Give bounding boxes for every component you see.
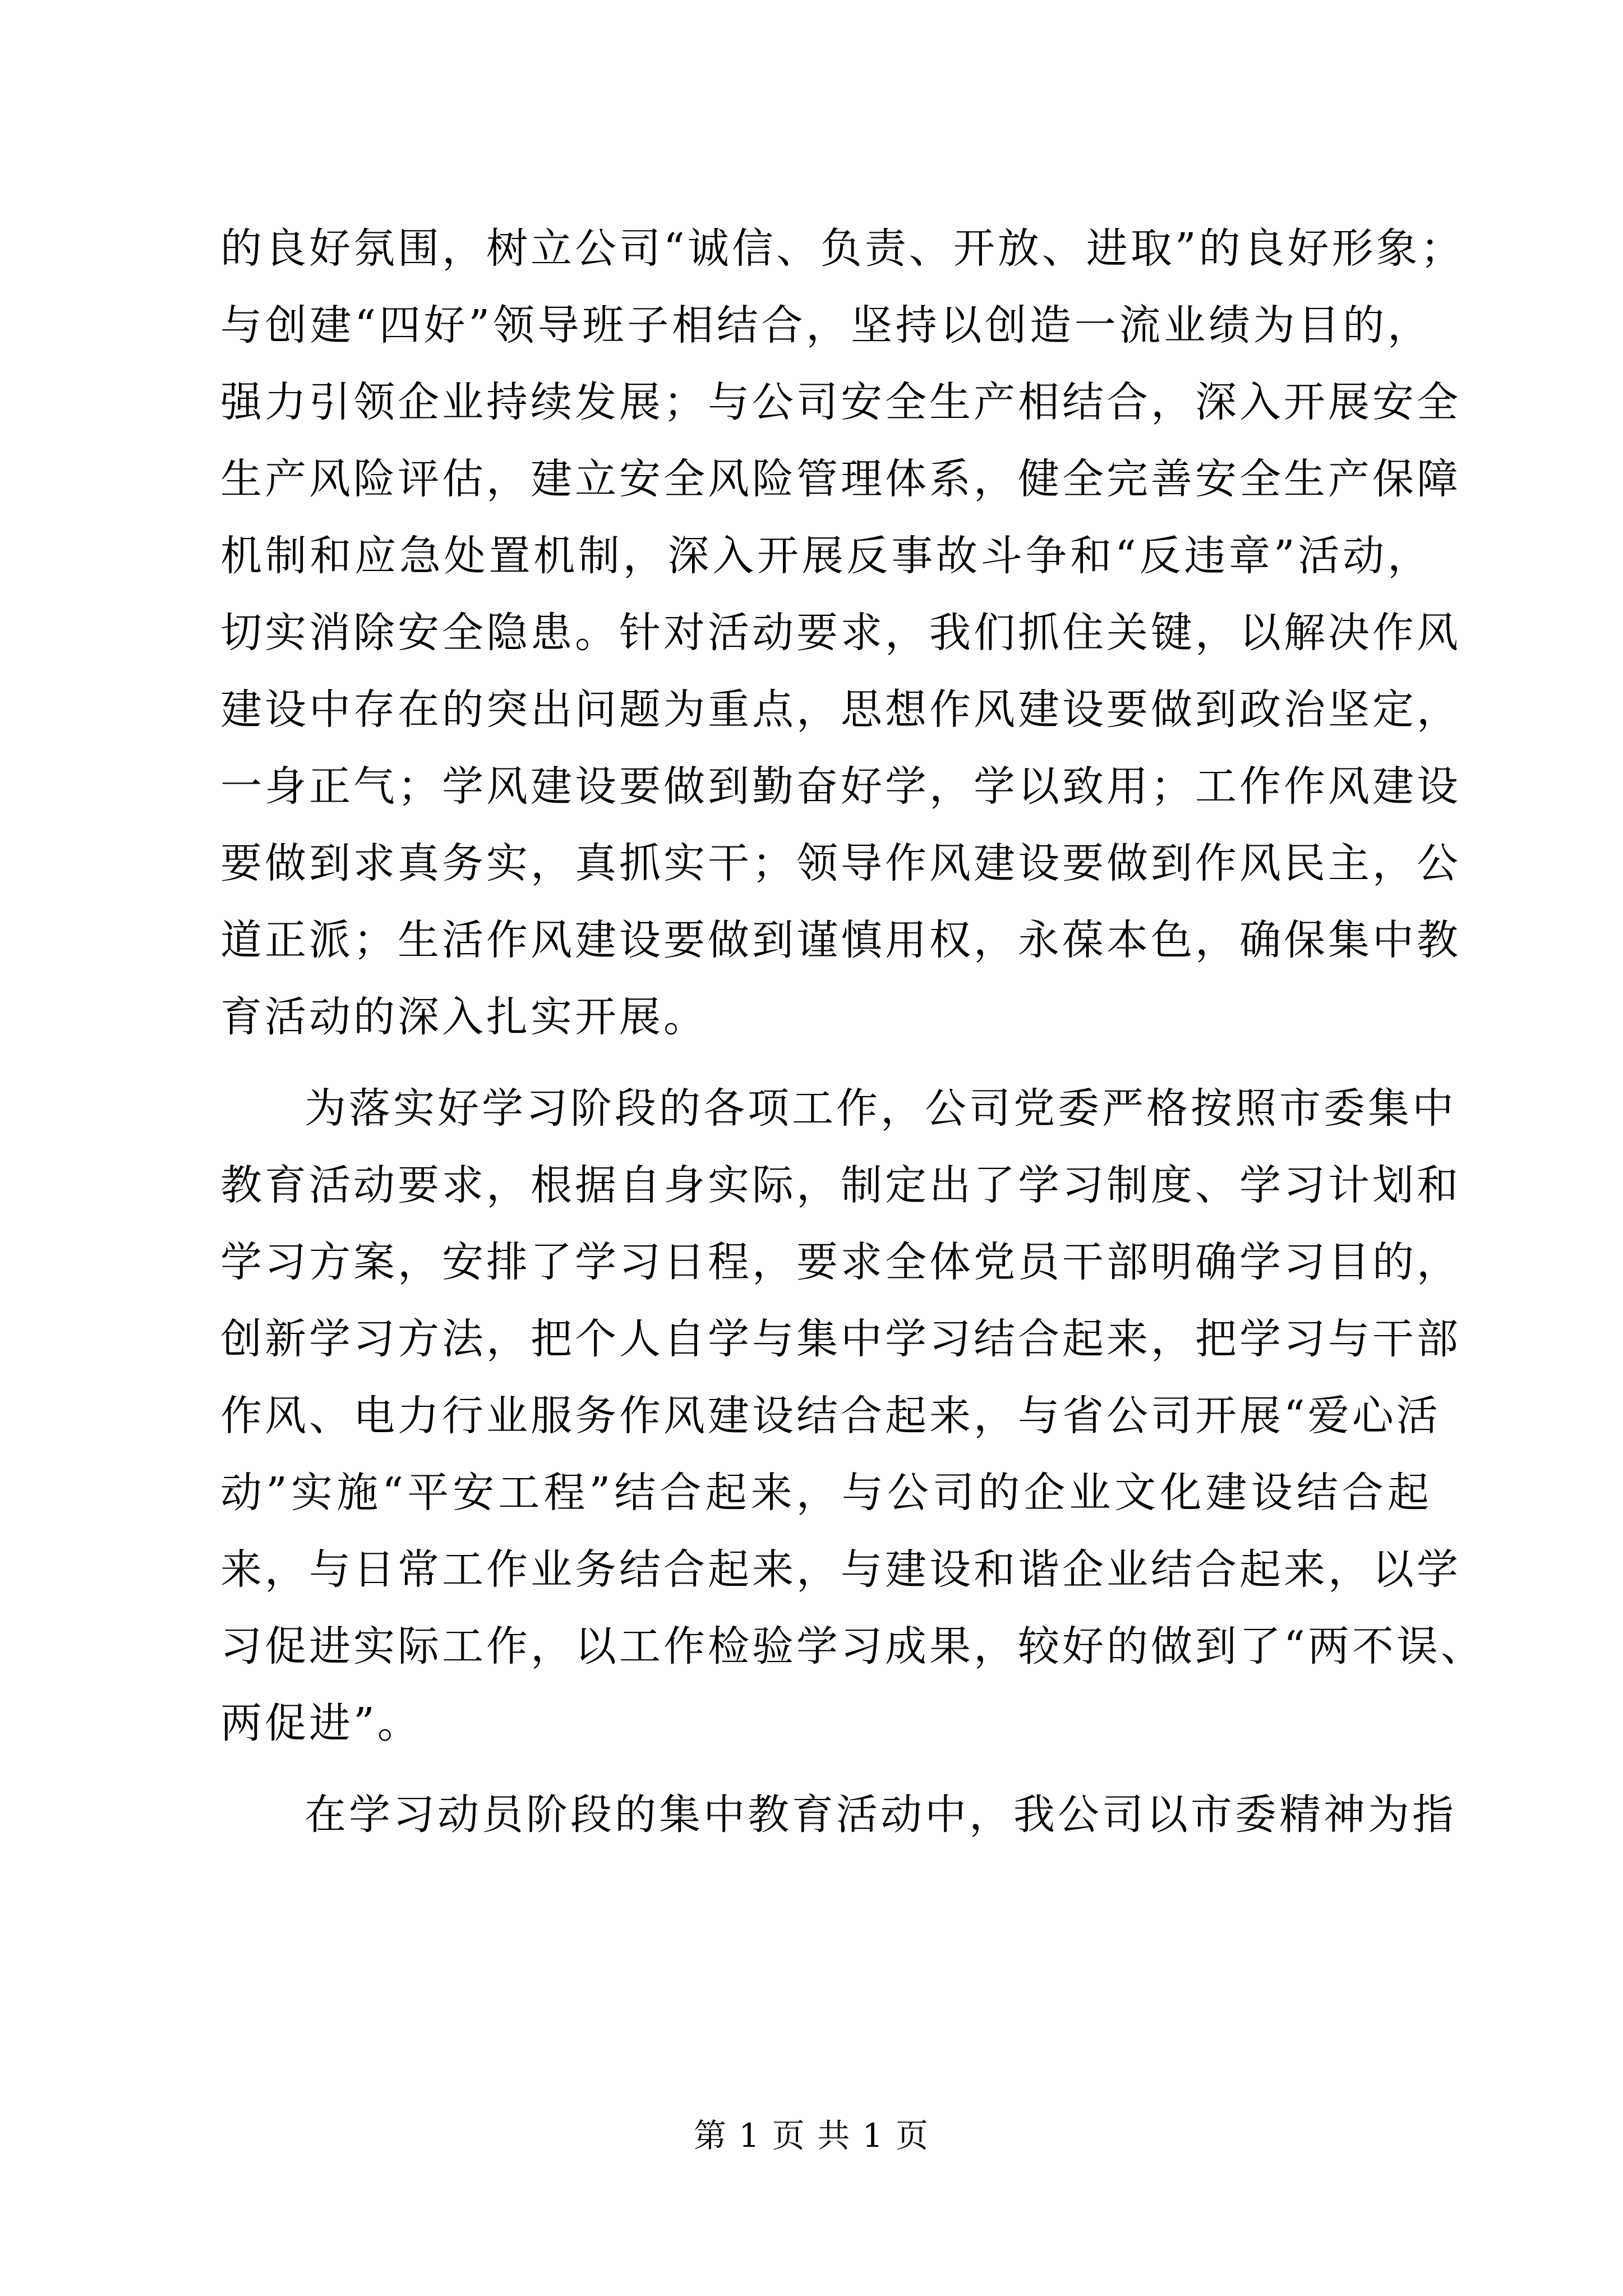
text-line: 学习方案，安排了学习日程，要求全体党员干部明确学习目的， (220, 1238, 1461, 1286)
text-line: 育活动的深入扎实开展。 (220, 993, 708, 1041)
paragraph-1 (220, 210, 1465, 1056)
text-line: 道正派；生活作风建设要做到谨慎用权，永葆本色，确保集中教 (220, 916, 1461, 964)
text-line: 切实消除安全隐患。针对活动要求，我们抓住关键，以解决作风 (220, 609, 1461, 657)
text-line: 建设中存在的突出问题为重点，思想作风建设要做到政治坚定， (220, 685, 1461, 734)
text-line: 作风、电力行业服务作风建设结合起来，与省公司开展“爱心活 (220, 1392, 1441, 1440)
text-line: 为落实好学习阶段的各项工作，公司党委严格按照市委集中 (305, 1084, 1456, 1133)
text-line: 动”实施“平安工程”结合起来，与公司的企业文化建设结合起 (220, 1469, 1432, 1517)
text-line: 一身正气；学风建设要做到勤奋好学，学以致用；工作作风建设 (220, 762, 1461, 811)
text-line: 机制和应急处置机制，深入开展反事故斗争和“反违章”活动， (220, 532, 1432, 580)
text-line: 强力引领企业持续发展；与公司安全生产相结合，深入开展安全 (220, 378, 1461, 426)
text-line: 创新学习方法，把个人自学与集中学习结合起来，把学习与干部 (220, 1315, 1461, 1363)
page-footer: 第 1 页 共 1 页 (694, 2116, 929, 2155)
text-line: 来，与日常工作业务结合起来，与建设和谐企业结合起来，以学 (220, 1545, 1461, 1594)
document-body (220, 210, 1485, 1853)
text-line: 与创建“四好”领导班子相结合，坚持以创造一流业绩为目的， (220, 301, 1432, 349)
text-line: 在学习动员阶段的集中教育活动中，我公司以市委精神为指 (305, 1791, 1456, 1839)
text-line: 教育活动要求，根据自身实际，制定出了学习制度、学习计划和 (220, 1161, 1461, 1209)
paragraph-2 (220, 1070, 1485, 1762)
paragraph-3 (220, 1777, 1456, 1853)
text-line: 要做到求真务实，真抓实干；领导作风建设要做到作风民主，公 (220, 839, 1461, 887)
text-line: 的良好氛围，树立公司“诚信、负责、开放、进取”的良好形象； (220, 224, 1465, 273)
text-line: 生产风险评估，建立安全风险管理体系，健全完善安全生产保障 (220, 455, 1461, 503)
text-line: 两促进”。 (220, 1699, 422, 1747)
text-line: 习促进实际工作，以工作检验学习成果，较好的做到了“两不误、 (220, 1622, 1485, 1671)
